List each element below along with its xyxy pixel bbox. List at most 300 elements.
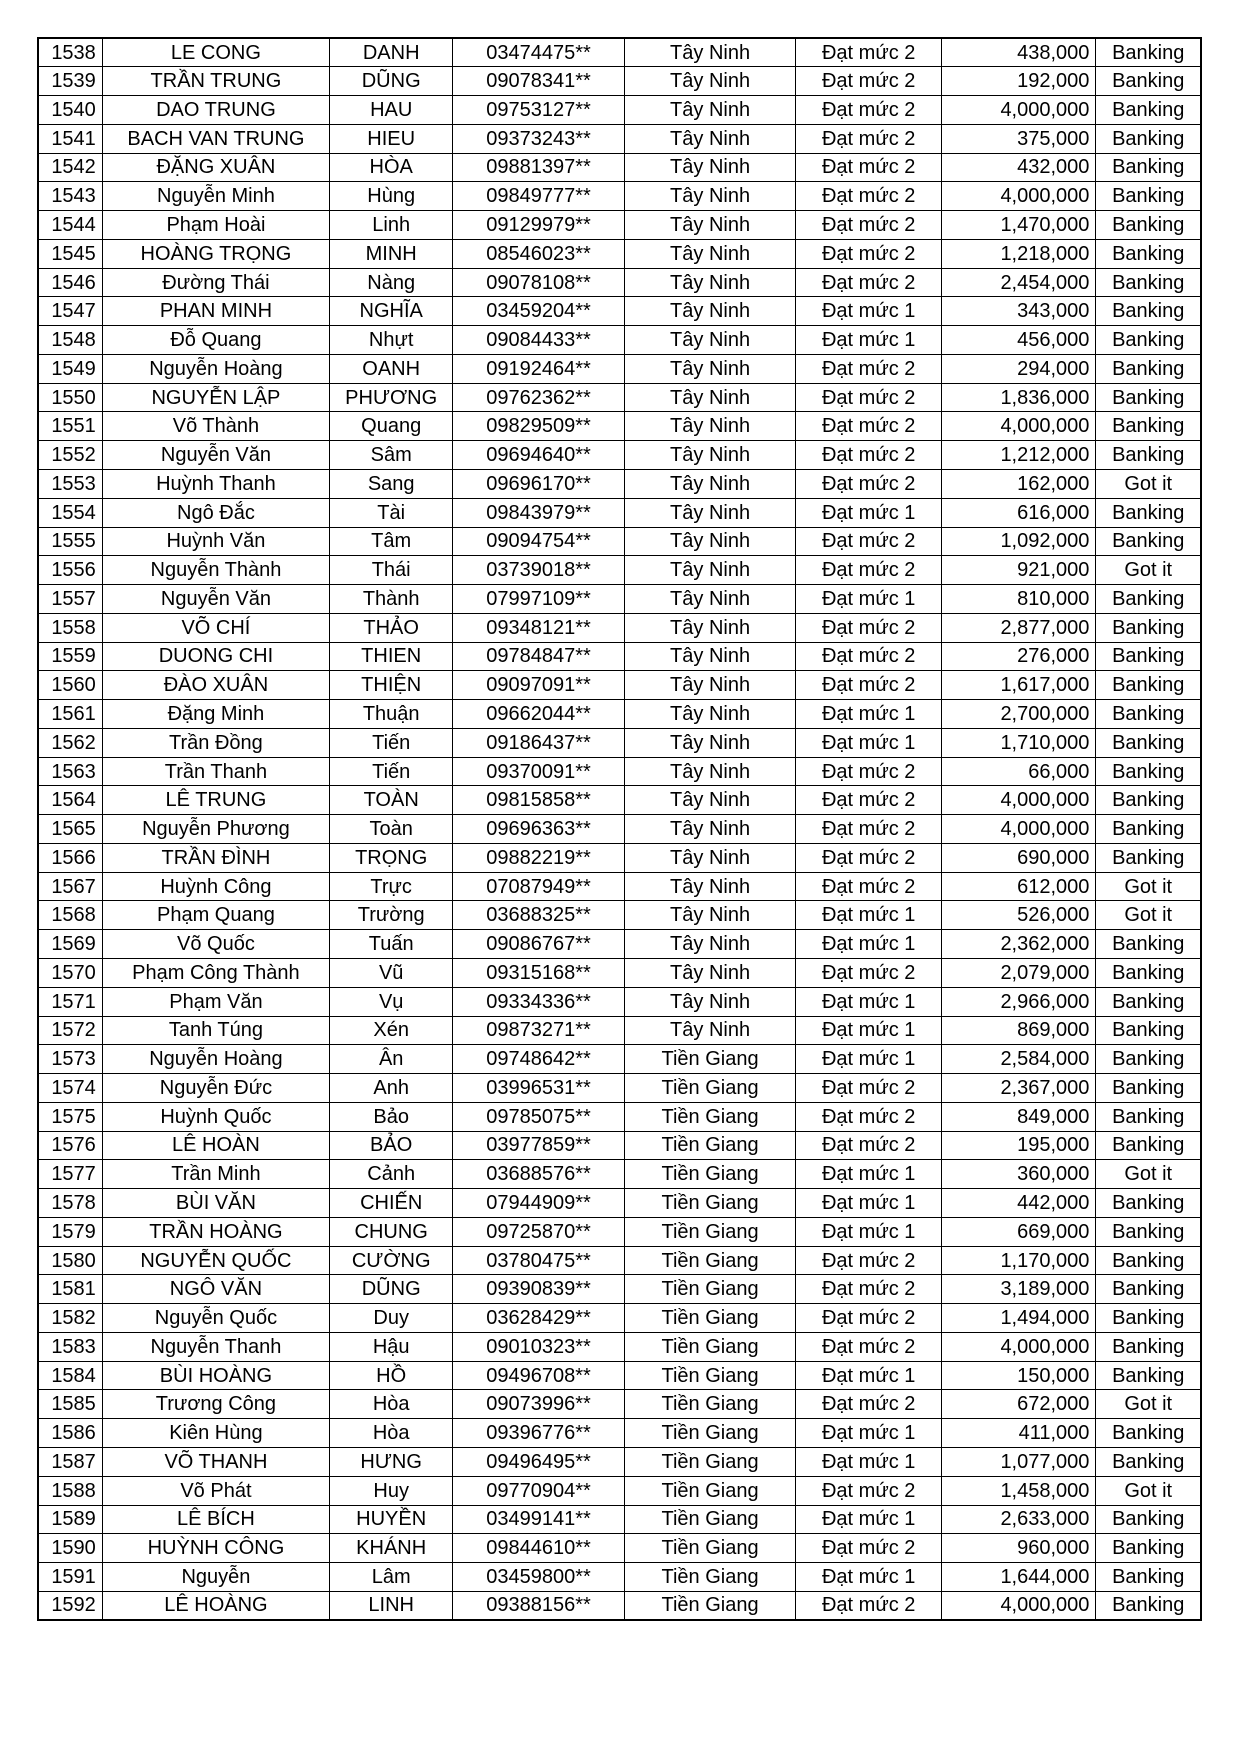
province-cell: Tây Ninh (624, 297, 796, 326)
family-name-cell: Toàn (330, 815, 453, 844)
table-row (38, 527, 1201, 556)
level-cell: Đạt mức 2 (796, 556, 942, 585)
phone-cell: 09748642** (453, 1045, 625, 1074)
amount-cell: 2,966,000 (942, 987, 1096, 1016)
row-number-cell: 1588 (38, 1476, 102, 1505)
family-name-cell: Hòa (330, 1419, 453, 1448)
province-cell: Tây Ninh (624, 843, 796, 872)
payment-method-cell: Banking (1096, 1419, 1201, 1448)
amount-cell: 2,454,000 (942, 268, 1096, 297)
family-name-cell: Thái (330, 556, 453, 585)
family-name-cell: Thuận (330, 700, 453, 729)
province-cell: Tây Ninh (624, 815, 796, 844)
table-row (38, 843, 1201, 872)
table-row (38, 613, 1201, 642)
amount-cell: 1,092,000 (942, 527, 1096, 556)
given-name-cell: Huỳnh Thanh (102, 469, 329, 498)
payment-method-cell: Banking (1096, 613, 1201, 642)
given-name-cell: LÊ HOÀN (102, 1131, 329, 1160)
family-name-cell: MINH (330, 239, 453, 268)
phone-cell: 09696170** (453, 469, 625, 498)
province-cell: Tây Ninh (624, 1016, 796, 1045)
phone-cell: 09186437** (453, 728, 625, 757)
phone-cell: 09496708** (453, 1361, 625, 1390)
amount-cell: 411,000 (942, 1419, 1096, 1448)
row-number-cell: 1547 (38, 297, 102, 326)
row-number-cell: 1545 (38, 239, 102, 268)
province-cell: Tây Ninh (624, 959, 796, 988)
table-row (38, 412, 1201, 441)
given-name-cell: DAO TRUNG (102, 96, 329, 125)
level-cell: Đạt mức 1 (796, 700, 942, 729)
table-row (38, 1448, 1201, 1477)
province-cell: Tiền Giang (624, 1246, 796, 1275)
family-name-cell: TRỌNG (330, 843, 453, 872)
phone-cell: 09881397** (453, 153, 625, 182)
payment-method-cell: Banking (1096, 671, 1201, 700)
family-name-cell: THIEN (330, 642, 453, 671)
amount-cell: 4,000,000 (942, 815, 1096, 844)
phone-cell: 09078341** (453, 67, 625, 96)
province-cell: Tây Ninh (624, 728, 796, 757)
phone-cell: 03499141** (453, 1505, 625, 1534)
province-cell: Tiền Giang (624, 1448, 796, 1477)
family-name-cell: Ân (330, 1045, 453, 1074)
level-cell: Đạt mức 2 (796, 757, 942, 786)
amount-cell: 669,000 (942, 1217, 1096, 1246)
given-name-cell: Nguyễn (102, 1563, 329, 1592)
province-cell: Tiền Giang (624, 1074, 796, 1103)
level-cell: Đạt mức 2 (796, 124, 942, 153)
amount-cell: 2,633,000 (942, 1505, 1096, 1534)
province-cell: Tây Ninh (624, 124, 796, 153)
payment-method-cell: Banking (1096, 1016, 1201, 1045)
level-cell: Đạt mức 2 (796, 1304, 942, 1333)
given-name-cell: Nguyễn Văn (102, 585, 329, 614)
table-row (38, 1045, 1201, 1074)
row-number-cell: 1560 (38, 671, 102, 700)
level-cell: Đạt mức 2 (796, 959, 942, 988)
amount-cell: 960,000 (942, 1534, 1096, 1563)
province-cell: Tiền Giang (624, 1591, 796, 1620)
family-name-cell: Linh (330, 211, 453, 240)
province-cell: Tây Ninh (624, 613, 796, 642)
province-cell: Tiền Giang (624, 1563, 796, 1592)
level-cell: Đạt mức 1 (796, 901, 942, 930)
given-name-cell: Phạm Văn (102, 987, 329, 1016)
table-row (38, 1591, 1201, 1620)
phone-cell: 03459204** (453, 297, 625, 326)
amount-cell: 360,000 (942, 1160, 1096, 1189)
level-cell: Đạt mức 2 (796, 1246, 942, 1275)
amount-cell: 921,000 (942, 556, 1096, 585)
row-number-cell: 1564 (38, 786, 102, 815)
row-number-cell: 1577 (38, 1160, 102, 1189)
amount-cell: 810,000 (942, 585, 1096, 614)
phone-cell: 09815858** (453, 786, 625, 815)
payment-method-cell: Banking (1096, 786, 1201, 815)
level-cell: Đạt mức 2 (796, 1534, 942, 1563)
amount-cell: 4,000,000 (942, 412, 1096, 441)
province-cell: Tây Ninh (624, 585, 796, 614)
given-name-cell: BACH VAN TRUNG (102, 124, 329, 153)
amount-cell: 849,000 (942, 1102, 1096, 1131)
phone-cell: 03474475** (453, 38, 625, 67)
table-row (38, 153, 1201, 182)
level-cell: Đạt mức 2 (796, 354, 942, 383)
row-number-cell: 1581 (38, 1275, 102, 1304)
family-name-cell: Tiến (330, 757, 453, 786)
payment-method-cell: Banking (1096, 1074, 1201, 1103)
row-number-cell: 1558 (38, 613, 102, 642)
row-number-cell: 1546 (38, 268, 102, 297)
province-cell: Tây Ninh (624, 412, 796, 441)
phone-cell: 03628429** (453, 1304, 625, 1333)
table-row (38, 1361, 1201, 1390)
row-number-cell: 1543 (38, 182, 102, 211)
amount-cell: 1,458,000 (942, 1476, 1096, 1505)
given-name-cell: Tanh Túng (102, 1016, 329, 1045)
given-name-cell: LÊ TRUNG (102, 786, 329, 815)
given-name-cell: Trần Đồng (102, 728, 329, 757)
level-cell: Đạt mức 2 (796, 1332, 942, 1361)
given-name-cell: BÙI HOÀNG (102, 1361, 329, 1390)
level-cell: Đạt mức 1 (796, 1505, 942, 1534)
row-number-cell: 1540 (38, 96, 102, 125)
amount-cell: 4,000,000 (942, 182, 1096, 211)
province-cell: Tiền Giang (624, 1419, 796, 1448)
row-number-cell: 1559 (38, 642, 102, 671)
phone-cell: 09388156** (453, 1591, 625, 1620)
table-row (38, 1246, 1201, 1275)
table-row (38, 182, 1201, 211)
province-cell: Tây Ninh (624, 901, 796, 930)
family-name-cell: PHƯƠNG (330, 383, 453, 412)
payment-method-cell: Banking (1096, 1131, 1201, 1160)
amount-cell: 456,000 (942, 326, 1096, 355)
province-cell: Tiền Giang (624, 1361, 796, 1390)
level-cell: Đạt mức 2 (796, 38, 942, 67)
table-row (38, 1419, 1201, 1448)
level-cell: Đạt mức 1 (796, 326, 942, 355)
given-name-cell: TRẦN ĐÌNH (102, 843, 329, 872)
payment-method-cell: Got it (1096, 1476, 1201, 1505)
phone-cell: 09696363** (453, 815, 625, 844)
phone-cell: 09784847** (453, 642, 625, 671)
family-name-cell: Huy (330, 1476, 453, 1505)
payment-method-cell: Banking (1096, 211, 1201, 240)
table-row (38, 441, 1201, 470)
given-name-cell: PHAN MINH (102, 297, 329, 326)
level-cell: Đạt mức 1 (796, 297, 942, 326)
row-number-cell: 1572 (38, 1016, 102, 1045)
family-name-cell: Sâm (330, 441, 453, 470)
phone-cell: 03739018** (453, 556, 625, 585)
payment-method-cell: Got it (1096, 872, 1201, 901)
table-row (38, 671, 1201, 700)
given-name-cell: HUỲNH CÔNG (102, 1534, 329, 1563)
family-name-cell: Hòa (330, 1390, 453, 1419)
row-number-cell: 1544 (38, 211, 102, 240)
amount-cell: 4,000,000 (942, 1591, 1096, 1620)
table-row (38, 38, 1201, 67)
family-name-cell: BẢO (330, 1131, 453, 1160)
given-name-cell: Huỳnh Quốc (102, 1102, 329, 1131)
given-name-cell: Võ Quốc (102, 930, 329, 959)
table-row (38, 96, 1201, 125)
level-cell: Đạt mức 2 (796, 613, 942, 642)
phone-cell: 09129979** (453, 211, 625, 240)
given-name-cell: Trần Thanh (102, 757, 329, 786)
province-cell: Tiền Giang (624, 1045, 796, 1074)
province-cell: Tây Ninh (624, 354, 796, 383)
phone-cell: 09370091** (453, 757, 625, 786)
province-cell: Tây Ninh (624, 700, 796, 729)
family-name-cell: Anh (330, 1074, 453, 1103)
level-cell: Đạt mức 2 (796, 211, 942, 240)
amount-cell: 1,170,000 (942, 1246, 1096, 1275)
row-number-cell: 1556 (38, 556, 102, 585)
payment-method-cell: Banking (1096, 757, 1201, 786)
payment-method-cell: Banking (1096, 297, 1201, 326)
row-number-cell: 1539 (38, 67, 102, 96)
table-row (38, 1390, 1201, 1419)
family-name-cell: Tiến (330, 728, 453, 757)
given-name-cell: Nguyễn Hoàng (102, 354, 329, 383)
family-name-cell: LINH (330, 1591, 453, 1620)
row-number-cell: 1587 (38, 1448, 102, 1477)
row-number-cell: 1555 (38, 527, 102, 556)
family-name-cell: KHÁNH (330, 1534, 453, 1563)
province-cell: Tây Ninh (624, 182, 796, 211)
province-cell: Tây Ninh (624, 153, 796, 182)
table-row (38, 1131, 1201, 1160)
family-name-cell: THẢO (330, 613, 453, 642)
level-cell: Đạt mức 1 (796, 1563, 942, 1592)
phone-cell: 09662044** (453, 700, 625, 729)
province-cell: Tiền Giang (624, 1332, 796, 1361)
province-cell: Tiền Giang (624, 1505, 796, 1534)
given-name-cell: Đặng Minh (102, 700, 329, 729)
row-number-cell: 1541 (38, 124, 102, 153)
province-cell: Tây Ninh (624, 383, 796, 412)
payment-method-cell: Banking (1096, 527, 1201, 556)
amount-cell: 1,470,000 (942, 211, 1096, 240)
row-number-cell: 1549 (38, 354, 102, 383)
table-body (38, 38, 1201, 1620)
given-name-cell: Phạm Quang (102, 901, 329, 930)
family-name-cell: CƯỜNG (330, 1246, 453, 1275)
phone-cell: 09192464** (453, 354, 625, 383)
payment-method-cell: Banking (1096, 239, 1201, 268)
province-cell: Tiền Giang (624, 1131, 796, 1160)
amount-cell: 162,000 (942, 469, 1096, 498)
province-cell: Tiền Giang (624, 1189, 796, 1218)
amount-cell: 432,000 (942, 153, 1096, 182)
province-cell: Tiền Giang (624, 1304, 796, 1333)
row-number-cell: 1552 (38, 441, 102, 470)
row-number-cell: 1583 (38, 1332, 102, 1361)
row-number-cell: 1553 (38, 469, 102, 498)
level-cell: Đạt mức 2 (796, 469, 942, 498)
amount-cell: 1,617,000 (942, 671, 1096, 700)
payment-method-cell: Banking (1096, 1534, 1201, 1563)
payment-method-cell: Banking (1096, 1102, 1201, 1131)
province-cell: Tây Ninh (624, 987, 796, 1016)
payment-method-cell: Banking (1096, 1189, 1201, 1218)
row-number-cell: 1551 (38, 412, 102, 441)
phone-cell: 03977859** (453, 1131, 625, 1160)
phone-cell: 09849777** (453, 182, 625, 211)
payment-method-cell: Banking (1096, 987, 1201, 1016)
level-cell: Đạt mức 1 (796, 1016, 942, 1045)
level-cell: Đạt mức 2 (796, 268, 942, 297)
amount-cell: 66,000 (942, 757, 1096, 786)
given-name-cell: Phạm Công Thành (102, 959, 329, 988)
table-row (38, 1189, 1201, 1218)
payment-method-cell: Banking (1096, 354, 1201, 383)
payment-method-cell: Banking (1096, 1563, 1201, 1592)
level-cell: Đạt mức 2 (796, 1275, 942, 1304)
amount-cell: 276,000 (942, 642, 1096, 671)
family-name-cell: Cảnh (330, 1160, 453, 1189)
given-name-cell: Huỳnh Công (102, 872, 329, 901)
given-name-cell: TRẦN TRUNG (102, 67, 329, 96)
level-cell: Đạt mức 2 (796, 1476, 942, 1505)
amount-cell: 3,189,000 (942, 1275, 1096, 1304)
table-row (38, 959, 1201, 988)
payment-method-cell: Banking (1096, 1505, 1201, 1534)
row-number-cell: 1575 (38, 1102, 102, 1131)
province-cell: Tây Ninh (624, 211, 796, 240)
amount-cell: 195,000 (942, 1131, 1096, 1160)
phone-cell: 08546023** (453, 239, 625, 268)
province-cell: Tây Ninh (624, 642, 796, 671)
amount-cell: 442,000 (942, 1189, 1096, 1218)
phone-cell: 09843979** (453, 498, 625, 527)
phone-cell: 09097091** (453, 671, 625, 700)
payment-method-cell: Banking (1096, 700, 1201, 729)
province-cell: Tây Ninh (624, 930, 796, 959)
given-name-cell: Nguyễn Phương (102, 815, 329, 844)
province-cell: Tây Ninh (624, 38, 796, 67)
level-cell: Đạt mức 1 (796, 1189, 942, 1218)
amount-cell: 612,000 (942, 872, 1096, 901)
level-cell: Đạt mức 1 (796, 1448, 942, 1477)
level-cell: Đạt mức 2 (796, 153, 942, 182)
phone-cell: 09785075** (453, 1102, 625, 1131)
family-name-cell: Xén (330, 1016, 453, 1045)
province-cell: Tiền Giang (624, 1390, 796, 1419)
payment-method-cell: Banking (1096, 1246, 1201, 1275)
family-name-cell: DŨNG (330, 67, 453, 96)
row-number-cell: 1580 (38, 1246, 102, 1275)
table-row (38, 211, 1201, 240)
amount-cell: 2,877,000 (942, 613, 1096, 642)
given-name-cell: NGUYỄN LẬP (102, 383, 329, 412)
phone-cell: 09694640** (453, 441, 625, 470)
family-name-cell: HỒ (330, 1361, 453, 1390)
table-row (38, 1160, 1201, 1189)
level-cell: Đạt mức 2 (796, 786, 942, 815)
row-number-cell: 1561 (38, 700, 102, 729)
table-row (38, 901, 1201, 930)
level-cell: Đạt mức 1 (796, 1160, 942, 1189)
table-row (38, 728, 1201, 757)
level-cell: Đạt mức 2 (796, 527, 942, 556)
given-name-cell: Trương Công (102, 1390, 329, 1419)
phone-cell: 09390839** (453, 1275, 625, 1304)
given-name-cell: Đỗ Quang (102, 326, 329, 355)
amount-cell: 1,836,000 (942, 383, 1096, 412)
payment-method-cell: Got it (1096, 469, 1201, 498)
family-name-cell: OANH (330, 354, 453, 383)
payment-method-cell: Banking (1096, 441, 1201, 470)
row-number-cell: 1585 (38, 1390, 102, 1419)
payment-method-cell: Banking (1096, 1591, 1201, 1620)
phone-cell: 09396776** (453, 1419, 625, 1448)
row-number-cell: 1567 (38, 872, 102, 901)
row-number-cell: 1557 (38, 585, 102, 614)
province-cell: Tiền Giang (624, 1102, 796, 1131)
payment-method-cell: Banking (1096, 1448, 1201, 1477)
given-name-cell: TRẦN HOÀNG (102, 1217, 329, 1246)
phone-cell: 07087949** (453, 872, 625, 901)
family-name-cell: TOÀN (330, 786, 453, 815)
payment-method-cell: Got it (1096, 1160, 1201, 1189)
family-name-cell: Hậu (330, 1332, 453, 1361)
payment-method-cell: Banking (1096, 1275, 1201, 1304)
family-name-cell: HUYỀN (330, 1505, 453, 1534)
table-row (38, 326, 1201, 355)
amount-cell: 294,000 (942, 354, 1096, 383)
family-name-cell: Thành (330, 585, 453, 614)
level-cell: Đạt mức 2 (796, 872, 942, 901)
payment-method-cell: Got it (1096, 556, 1201, 585)
phone-cell: 03780475** (453, 1246, 625, 1275)
row-number-cell: 1571 (38, 987, 102, 1016)
payment-method-cell: Banking (1096, 815, 1201, 844)
row-number-cell: 1554 (38, 498, 102, 527)
row-number-cell: 1565 (38, 815, 102, 844)
level-cell: Đạt mức 1 (796, 498, 942, 527)
row-number-cell: 1563 (38, 757, 102, 786)
family-name-cell: HÒA (330, 153, 453, 182)
amount-cell: 2,367,000 (942, 1074, 1096, 1103)
row-number-cell: 1548 (38, 326, 102, 355)
table-row (38, 1332, 1201, 1361)
given-name-cell: Nguyễn Đức (102, 1074, 329, 1103)
table-row (38, 987, 1201, 1016)
given-name-cell: Võ Thành (102, 412, 329, 441)
province-cell: Tây Ninh (624, 671, 796, 700)
province-cell: Tây Ninh (624, 96, 796, 125)
given-name-cell: Võ Phát (102, 1476, 329, 1505)
province-cell: Tây Ninh (624, 469, 796, 498)
phone-cell: 09753127** (453, 96, 625, 125)
row-number-cell: 1566 (38, 843, 102, 872)
phone-cell: 09725870** (453, 1217, 625, 1246)
province-cell: Tiền Giang (624, 1476, 796, 1505)
given-name-cell: VÕ THANH (102, 1448, 329, 1477)
phone-cell: 07944909** (453, 1189, 625, 1218)
level-cell: Đạt mức 2 (796, 1074, 942, 1103)
payment-method-cell: Banking (1096, 585, 1201, 614)
given-name-cell: Huỳnh Văn (102, 527, 329, 556)
phone-cell: 09844610** (453, 1534, 625, 1563)
level-cell: Đạt mức 2 (796, 1102, 942, 1131)
province-cell: Tây Ninh (624, 326, 796, 355)
